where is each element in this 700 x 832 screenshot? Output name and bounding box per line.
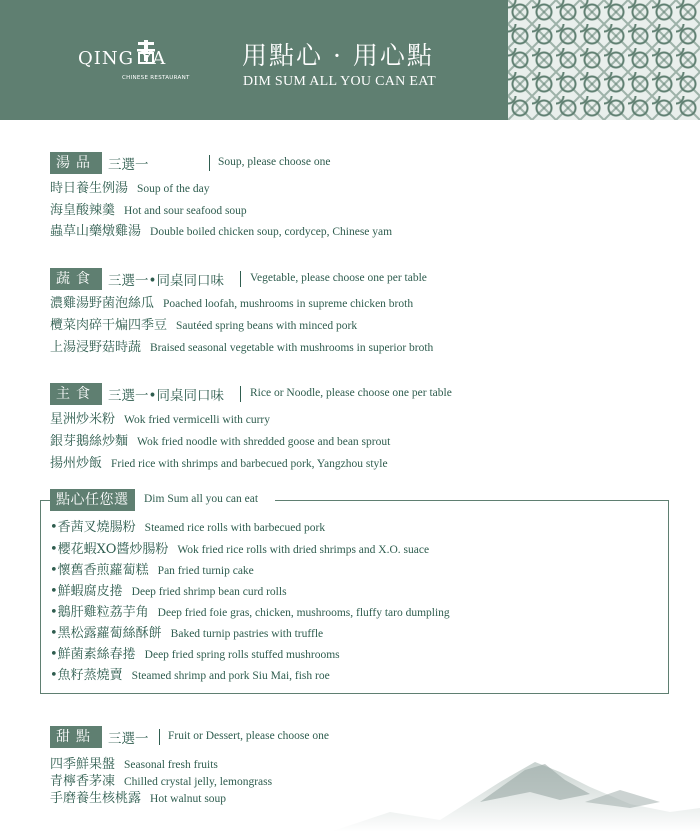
soup-tag: 湯品 (50, 152, 102, 174)
box-border-top-right (275, 500, 668, 501)
item-en: Sautéed spring beans with minced pork (176, 320, 358, 332)
item-cn: 上湯浸野菇時蔬 (50, 340, 142, 355)
soup-choice: 三選一 (108, 157, 149, 173)
veg-item (50, 292, 413, 310)
dimsum-tag: 點心任您選 (50, 489, 135, 511)
veg-item (50, 314, 357, 332)
item-en: Fried rice with shrimps and barbecued pork, Yangzhou style (111, 458, 388, 470)
item-en: Wok fried rice rolls with dried shrimps and X.O. suace (177, 544, 430, 556)
decorative-pattern (508, 0, 700, 120)
item-en: Deep fried foie gras, chicken, mushrooms, fluffy taro dumpling (157, 607, 450, 619)
divider-bar (240, 271, 241, 287)
item-cn: •黑松露蘿蔔絲酥餅 (50, 626, 162, 641)
item-cn: 濃雞湯野菌泡絲瓜 (50, 296, 155, 311)
soup-note: Soup, please choose one (218, 156, 331, 168)
item-en: Poached loofah, mushrooms in supreme chicken broth (163, 298, 414, 310)
logo-subtitle: CHINESE RESTAURANT (122, 75, 190, 81)
dessert-item (50, 770, 272, 788)
main-item (50, 408, 270, 426)
item-en: Braised seasonal vegetable with mushrooms in superior broth (150, 342, 434, 354)
item-en: Seasonal fresh fruits (124, 759, 218, 771)
item-en: Steamed shrimp and pork Siu Mai, fish roe (131, 670, 330, 682)
item-cn: •鮮蝦腐皮捲 (50, 584, 123, 599)
soup-item (50, 199, 247, 217)
menu-title-english: DIM SUM ALL YOU CAN EAT (243, 74, 436, 89)
veg-note: Vegetable, please choose one per table (250, 272, 427, 284)
item-cn: •鮮菌素絲春捲 (50, 647, 136, 662)
item-en: Soup of the day (137, 183, 210, 195)
item-cn: 欖菜肉碎干煸四季豆 (50, 318, 168, 333)
logo-text: QING YA (78, 48, 167, 69)
dessert-item (50, 787, 226, 805)
mountain-illustration (330, 742, 700, 832)
dimsum-item (50, 559, 254, 577)
dimsum-item (50, 580, 287, 598)
item-cn: 星洲炒米粉 (50, 412, 116, 427)
item-en: Steamed rice rolls with barbecued pork (144, 522, 326, 534)
dessert-note: Fruit or Dessert, please choose one (168, 730, 329, 742)
main-choice: 三選一•同桌同口味 (108, 388, 224, 404)
dimsum-item (50, 601, 450, 619)
item-en: Hot and sour seafood soup (124, 205, 247, 217)
dimsum-item (50, 516, 325, 534)
item-en: Double boiled chicken soup, cordycep, Chinese yam (150, 226, 393, 238)
item-en: Hot walnut soup (150, 793, 227, 805)
item-cn: •懷舊香煎蘿蔔糕 (50, 563, 149, 578)
item-cn: •鵝肝雞粒荔芋角 (50, 605, 149, 620)
header-banner (0, 0, 700, 120)
main-tag: 主食 (50, 383, 102, 405)
dessert-choice: 三選一 (108, 731, 149, 747)
dimsum-item (50, 538, 429, 556)
divider-bar (240, 386, 241, 402)
item-cn: 銀芽鵝絲炒麵 (50, 434, 129, 449)
item-en: Wok fried noodle with shredded goose and bean sprout (137, 436, 391, 448)
dimsum-item (50, 664, 330, 682)
item-cn: •香茜叉燒腸粉 (50, 520, 136, 535)
dimsum-item (50, 622, 323, 640)
restaurant-logo (78, 48, 198, 88)
item-en: Chilled crystal jelly, lemongrass (124, 776, 273, 788)
veg-choice: 三選一•同桌同口味 (108, 273, 224, 289)
main-note: Rice or Noodle, please choose one per table (250, 387, 452, 399)
item-cn: 時日養生例湯 (50, 181, 129, 196)
item-cn: •櫻花蝦XO醬炒腸粉 (50, 542, 169, 557)
main-item (50, 452, 388, 470)
item-en: Baked turnip pastries with truffle (170, 628, 324, 640)
soup-item (50, 220, 392, 238)
item-cn: 四季鮮果盤 (50, 757, 116, 772)
dessert-item (50, 753, 218, 771)
item-cn: 蟲草山藥燉雞湯 (50, 224, 142, 239)
divider-bar (209, 155, 210, 171)
item-en: Pan fried turnip cake (157, 565, 254, 577)
item-cn: •魚籽蒸燒賣 (50, 668, 123, 683)
item-cn: 揚州炒飯 (50, 456, 103, 471)
veg-item (50, 336, 433, 354)
dimsum-note: Dim Sum all you can eat (144, 493, 259, 505)
item-en: Deep fried shrimp bean curd rolls (131, 586, 287, 598)
dessert-tag: 甜點 (50, 726, 102, 748)
item-en: Deep fried spring rolls stuffed mushrooms (144, 649, 340, 661)
soup-item (50, 177, 210, 195)
item-cn: 海皇酸辣羹 (50, 203, 116, 218)
item-cn: 青檸香茅凍 (50, 774, 116, 789)
divider-bar (159, 729, 160, 745)
menu-title-chinese: 用點心 · 用心點 (242, 41, 434, 70)
veg-tag: 蔬食 (50, 268, 102, 290)
item-cn: 手磨養生核桃露 (50, 791, 142, 806)
main-item (50, 430, 390, 448)
dimsum-item (50, 643, 340, 661)
item-en: Wok fried vermicelli with curry (124, 414, 270, 426)
